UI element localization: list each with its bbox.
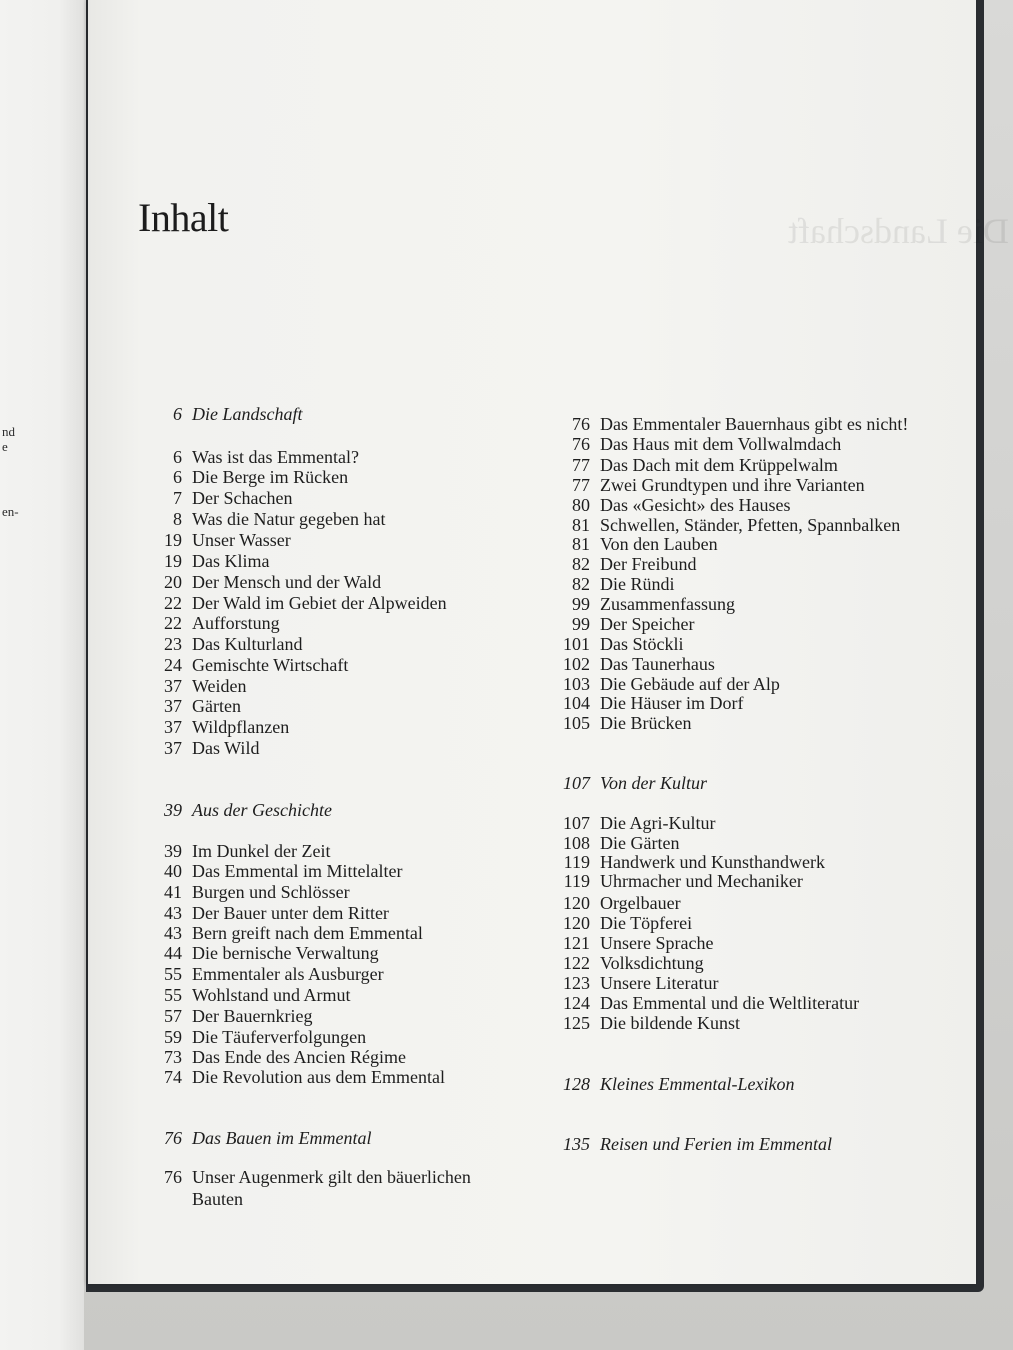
- toc-entry-title: Was ist das Emmental?: [192, 447, 360, 467]
- toc-page-number: 81: [572, 534, 590, 554]
- toc-entry-title: Emmentaler als Ausburger: [192, 964, 384, 984]
- toc-entry-title: Unser Augenmerk gilt den bäuerlichen: [192, 1167, 471, 1187]
- toc-entry-title: Unsere Sprache: [600, 933, 714, 953]
- toc-entry-title: Die Ründi: [600, 574, 675, 594]
- left-page: [0, 0, 84, 1350]
- toc-page-number: 102: [563, 654, 590, 674]
- toc-page-number: 39: [164, 841, 182, 861]
- toc-entry-title: Unser Wasser: [192, 530, 291, 550]
- toc-entry-title: Das Dach mit dem Krüppelwalm: [600, 455, 838, 475]
- toc-entry-title: Wildpflanzen: [192, 717, 290, 737]
- toc-entry-title: Handwerk und Kunsthandwerk: [600, 852, 825, 872]
- toc-page-number: 135: [563, 1134, 590, 1154]
- toc-page-number: 37: [164, 717, 182, 737]
- toc-entry-title: Das Stöckli: [600, 634, 684, 654]
- toc-entry-title: Das Emmental im Mittelalter: [192, 861, 403, 881]
- toc-entry-title: Das «Gesicht» des Hauses: [600, 495, 791, 515]
- toc-entry-title: Die Berge im Rücken: [192, 467, 349, 487]
- toc-page-number: 7: [173, 488, 182, 508]
- left-page-fragment: e: [2, 439, 8, 454]
- toc-page-number: 37: [164, 738, 182, 758]
- toc-entry-title: Der Bauernkrieg: [192, 1006, 313, 1026]
- toc-page-number: 124: [563, 993, 590, 1013]
- toc-entry-title: Das Emmental und die Weltliteratur: [600, 993, 860, 1013]
- toc-entry-title: Gärten: [192, 696, 241, 716]
- toc-page-number: 8: [173, 509, 182, 529]
- toc-page-number: 81: [572, 515, 590, 535]
- toc-entry-title: Das Taunerhaus: [600, 654, 715, 674]
- toc-page-number: 6: [173, 404, 182, 424]
- toc-page-number: 80: [572, 495, 590, 515]
- toc-page-number: 121: [563, 933, 590, 953]
- toc-entry-title: Die Häuser im Dorf: [600, 693, 744, 713]
- toc-entry-title: Der Speicher: [600, 614, 695, 634]
- toc-page-number: 41: [164, 882, 182, 902]
- toc-page-number: 107: [563, 773, 590, 793]
- toc-page-number: 39: [164, 800, 182, 820]
- toc-entry-title: Der Freibund: [600, 554, 697, 574]
- toc-page-number: 76: [164, 1128, 182, 1148]
- toc-entry-title: Die Gärten: [600, 833, 680, 853]
- toc-entry-title: Aus der Geschichte: [192, 800, 332, 820]
- toc-page-number: 37: [164, 676, 182, 696]
- toc-entry-title: Die Landschaft: [192, 404, 303, 424]
- toc-page-number: 120: [563, 913, 590, 933]
- toc-page-number: 128: [563, 1074, 590, 1094]
- toc-entry-title: Reisen und Ferien im Emmental: [600, 1134, 832, 1154]
- toc-entry-title: Von den Lauben: [600, 534, 718, 554]
- toc-entry-title: Der Mensch und der Wald: [192, 572, 382, 592]
- toc-entry-title: Zusammenfassung: [600, 594, 735, 614]
- toc-page-number: 108: [563, 833, 590, 853]
- toc-page-number: 37: [164, 696, 182, 716]
- toc-page-number: 43: [164, 923, 182, 943]
- toc-page-number: 125: [563, 1013, 590, 1033]
- toc-page-number: 101: [563, 634, 590, 654]
- toc-page-number: 119: [563, 871, 590, 891]
- toc-entry-title: Kleines Emmental-Lexikon: [600, 1074, 795, 1094]
- toc-entry-title: Der Schachen: [192, 488, 293, 508]
- toc-page-number: 120: [563, 893, 590, 913]
- toc-page-number: 24: [164, 655, 182, 675]
- toc-page-number: 123: [563, 973, 590, 993]
- toc-entry-title: Wohlstand und Armut: [192, 985, 351, 1005]
- toc-entry-title: Das Emmentaler Bauernhaus gibt es nicht!: [600, 414, 909, 434]
- toc-entry-title: Gemischte Wirtschaft: [192, 655, 349, 675]
- toc-page-number: 104: [563, 693, 590, 713]
- toc-page-number: 6: [173, 447, 182, 467]
- toc-entry-title: Das Ende des Ancien Régime: [192, 1047, 406, 1067]
- toc-page-number: 77: [572, 455, 590, 475]
- toc-entry-title: Das Kulturland: [192, 634, 303, 654]
- toc-page-number: 77: [572, 475, 590, 495]
- left-page-fragment: nd: [2, 424, 15, 439]
- toc-entry-title: Unsere Literatur: [600, 973, 719, 993]
- toc-page-number: 76: [572, 434, 590, 454]
- toc-entry-title: Die Agri-Kultur: [600, 813, 716, 833]
- toc-entry-title: Aufforstung: [192, 613, 280, 633]
- toc-entry-title: Das Haus mit dem Vollwalmdach: [600, 434, 842, 454]
- toc-page-number: 6: [173, 467, 182, 487]
- toc-entry-title: Burgen und Schlösser: [192, 882, 350, 902]
- toc-entry-title: Bauten: [192, 1189, 243, 1209]
- toc-entry-title: Volksdichtung: [600, 953, 704, 973]
- toc-page-number: 40: [164, 861, 182, 881]
- toc-page-number: 119: [563, 852, 590, 872]
- toc-page-number: 59: [164, 1027, 182, 1047]
- toc-entry-title: Das Klima: [192, 551, 270, 571]
- toc-entry-title: Schwellen, Ständer, Pfetten, Spannbalken: [600, 515, 901, 535]
- toc-page-number: 22: [164, 593, 182, 613]
- toc-entry-title: Im Dunkel der Zeit: [192, 841, 331, 861]
- toc-page-number: 55: [164, 964, 182, 984]
- toc-entry-title: Zwei Grundtypen und ihre Varianten: [600, 475, 865, 495]
- toc-page-number: 107: [563, 813, 590, 833]
- toc-entry-title: Die bildende Kunst: [600, 1013, 740, 1033]
- toc-page-number: 43: [164, 903, 182, 923]
- toc-page-number: 55: [164, 985, 182, 1005]
- toc-page-number: 99: [572, 594, 590, 614]
- toc-entry-title: Die Töpferei: [600, 913, 693, 933]
- toc-page-number: 82: [572, 574, 590, 594]
- toc-page-number: 103: [563, 674, 590, 694]
- toc-page-number: 22: [164, 613, 182, 633]
- toc-page-number: 73: [164, 1047, 182, 1067]
- toc-entry-title: Das Bauen im Emmental: [192, 1128, 372, 1148]
- page-title: Inhalt: [138, 195, 229, 240]
- left-page-fragment: en-: [2, 504, 19, 519]
- toc-entry-title: Die Brücken: [600, 713, 692, 733]
- toc-entry-title: Das Wild: [192, 738, 260, 758]
- toc-entry-title: Orgelbauer: [600, 893, 681, 913]
- toc-entry-title: Die Täuferverfolgungen: [192, 1027, 367, 1047]
- toc-entry-title: Die Gebäude auf der Alp: [600, 674, 780, 694]
- toc-entry-title: Bern greift nach dem Emmental: [192, 923, 423, 943]
- toc-page-number: 57: [164, 1006, 182, 1026]
- toc-entry-title: Uhrmacher und Mechaniker: [600, 871, 803, 891]
- contents-page: [88, 0, 1009, 1284]
- toc-page-number: 76: [572, 414, 590, 434]
- toc-entry-title: Die Revolution aus dem Emmental: [192, 1067, 445, 1087]
- toc-page-number: 44: [164, 943, 182, 963]
- toc-entry-title: Von der Kultur: [600, 773, 708, 793]
- toc-page-number: 74: [164, 1067, 182, 1087]
- toc-page-number: 23: [164, 634, 182, 654]
- toc-entry-title: Der Bauer unter dem Ritter: [192, 903, 389, 923]
- bleed-through-text: Die Landschaft: [788, 211, 1009, 251]
- toc-entry-title: Der Wald im Gebiet der Alpweiden: [192, 593, 447, 613]
- toc-entry-title: Weiden: [192, 676, 247, 696]
- toc-page-number: 122: [563, 953, 590, 973]
- toc-entry-title: Was die Natur gegeben hat: [192, 509, 386, 529]
- toc-page-number: 19: [164, 551, 182, 571]
- toc-page-number: 105: [563, 713, 590, 733]
- toc-page-number: 20: [164, 572, 182, 592]
- toc-page-number: 82: [572, 554, 590, 574]
- toc-page-number: 76: [164, 1167, 182, 1187]
- toc-page-number: 99: [572, 614, 590, 634]
- toc-page-number: 19: [164, 530, 182, 550]
- toc-entry-title: Die bernische Verwaltung: [192, 943, 379, 963]
